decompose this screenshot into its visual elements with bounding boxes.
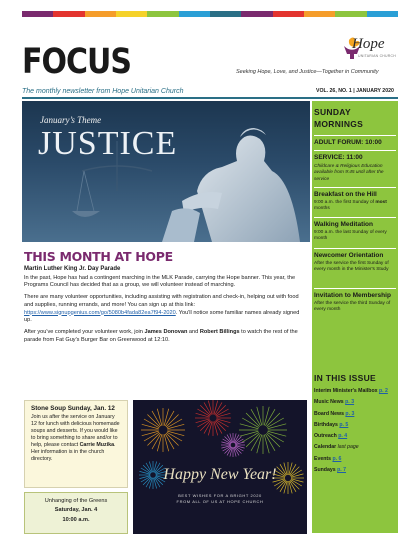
strip-segment — [367, 11, 398, 17]
adult-forum — [314, 139, 396, 146]
service-time: SERVICE: 11:00 — [314, 154, 363, 161]
toc-page-link[interactable]: p. 4 — [338, 433, 348, 440]
toc-page-link[interactable]: p. 2 — [378, 388, 388, 394]
in-this-issue-title: IN THIS ISSUE — [314, 373, 376, 383]
greens-date: Saturday, Jan. 4 — [54, 507, 98, 513]
toc-label: Outreach — [314, 433, 339, 440]
toc-label: Music News — [314, 399, 346, 406]
sidebar-divider — [314, 135, 396, 136]
newcomer-title: Newcomer Orientation — [314, 252, 384, 259]
signup-link[interactable]: https://www.signupgenius.com/go/5080b4fada82ea7f94-2020 — [24, 309, 176, 316]
p3-text-b: and — [187, 328, 200, 335]
strip-segment — [241, 11, 272, 17]
new-year-line-2: FROM ALL OF US AT HOPE CHURCH — [176, 499, 264, 504]
hero-theme-label: January’s Theme — [40, 115, 102, 125]
breakfast-block — [314, 191, 396, 213]
p2-text-after: . You'll notice some familiar names already signed up. — [24, 309, 300, 324]
newcomer-block — [314, 252, 396, 274]
strip-segment — [210, 11, 241, 17]
breakfast-text-bold: most — [375, 200, 387, 205]
toc-item — [314, 456, 396, 462]
breakfast-text-b: months — [314, 206, 330, 212]
hero-theme-word: JUSTICE — [38, 125, 178, 162]
invitation-title: Invitation to Membership — [314, 292, 391, 299]
toc-item — [314, 411, 396, 417]
toc-item — [314, 388, 396, 394]
toc-page-link[interactable]: p. 6 — [332, 455, 342, 462]
toc-label: Calendar — [314, 444, 338, 451]
sunday-mornings-block — [314, 106, 396, 130]
toc-item — [314, 444, 396, 450]
article-paragraph-2 — [24, 294, 304, 325]
table-of-contents — [314, 388, 396, 473]
unhanging-greens-box — [24, 492, 128, 534]
strip-segment — [335, 11, 366, 17]
sunday-title-2: MORNINGS — [314, 119, 364, 129]
color-strip — [22, 11, 398, 17]
toc-item — [314, 422, 396, 428]
newsletter-subtitle: The monthly newsletter from Hope Unitarian Church — [22, 88, 184, 95]
adult-forum-text: ADULT FORUM: 10:00 — [314, 139, 382, 146]
header-rule — [22, 97, 398, 99]
toc-label: Sundays — [314, 467, 338, 474]
strip-segment — [179, 11, 210, 17]
sidebar-divider — [314, 248, 396, 249]
strip-segment — [22, 11, 53, 17]
mlk-parade-article — [24, 266, 304, 348]
new-year-image — [133, 400, 307, 534]
p2-text-before: There are many volunteer opportunities, including assisting with registration and check-in, helping out with food and supplies, running errands, and more! You can sign up at this link: — [24, 294, 299, 308]
walking-title: Walking Meditation — [314, 221, 373, 228]
soup-text-b: . Her information is in the church directory. — [31, 442, 116, 462]
toc-item — [314, 467, 396, 473]
p3-text-a: After you've completed your volunteer work, join — [24, 328, 145, 335]
toc-page-link[interactable]: last page — [337, 444, 359, 451]
newcomer-text: After the service the first Sunday of every month in the Minister's Study — [314, 261, 389, 273]
logo-subtext: UNITARIAN CHURCH — [358, 54, 396, 58]
new-year-title: Happy New Year! — [163, 466, 277, 483]
p3-name-1: James Donovan — [144, 328, 188, 335]
p3-text-c: to watch the rest of the parade from Fat Guy's Burger Bar on Greenwood at 12:10. — [24, 328, 298, 343]
walking-block — [314, 221, 396, 243]
toc-page-link[interactable]: p. 3 — [345, 399, 355, 406]
sidebar-divider — [314, 150, 396, 151]
masthead-title: FOCUS — [22, 42, 131, 83]
invitation-text: After the service the third Sunday of every month — [314, 301, 391, 313]
article-heading: Martin Luther King Jr. Day Parade — [24, 266, 121, 272]
stone-soup-text — [31, 414, 121, 463]
soup-text-a: Join us after the service on January 12 for lunch with delicious homemade soups and desserts. If you would like to bring something to share and/or to help, please contact — [31, 414, 120, 448]
strip-segment — [304, 11, 335, 17]
toc-label: Board News — [314, 410, 346, 417]
toc-item — [314, 433, 396, 439]
strip-segment — [116, 11, 147, 17]
toc-page-link[interactable]: p. 5 — [339, 421, 349, 428]
article-paragraph-3 — [24, 329, 304, 344]
stone-soup-box — [24, 400, 128, 488]
in-this-issue — [314, 372, 396, 478]
p3-name-2: Robert Billings — [199, 328, 240, 335]
strip-segment — [85, 11, 116, 17]
strip-segment — [53, 11, 84, 17]
sidebar-divider — [314, 288, 396, 289]
hero-justice-image — [22, 101, 310, 242]
logo-name: Hope — [352, 36, 385, 52]
toc-item — [314, 399, 396, 405]
toc-page-link[interactable]: p. 3 — [345, 410, 355, 417]
section-title: THIS MONTH AT HOPE — [24, 249, 173, 264]
toc-label: Birthdays — [314, 421, 340, 428]
breakfast-text — [314, 200, 396, 213]
walking-text: 9:00 a.m. the last Sunday of every month — [314, 230, 387, 242]
greens-title: Unhanging of the Greens — [44, 498, 108, 504]
sidebar-divider — [314, 187, 396, 188]
soup-contact: Carrie Muzika — [79, 442, 115, 448]
childcare-note: Childcare & Religious Education available from 9:45 until after the service — [314, 164, 384, 182]
volume-line: VOL. 26, NO. 1 | JANUARY 2020 — [316, 88, 394, 94]
invitation-block — [314, 292, 396, 314]
sidebar-divider — [314, 217, 396, 218]
breakfast-title: Breakfast on the Hill — [314, 191, 377, 198]
toc-label: Events — [314, 455, 333, 462]
toc-page-link[interactable]: p. 7 — [337, 467, 347, 474]
new-year-line-1: BEST WISHES FOR A BRIGHT 2020 — [178, 493, 262, 498]
sunday-title-1: SUNDAY — [314, 107, 351, 117]
strip-segment — [147, 11, 178, 17]
service-block — [314, 154, 396, 183]
tagline: Seeking Hope, Love, and Justice—Together in Community — [236, 69, 379, 75]
stone-soup-title: Stone Soup Sunday, Jan. 12 — [31, 405, 115, 412]
article-paragraph-1: In the past, Hope has had a contingent marching in the MLK Parade, carrying the Hope banner. This year, the Programs Council has decided that as a group, we will volunteer instead of marching. — [24, 274, 296, 289]
strip-segment — [273, 11, 304, 17]
breakfast-text-a: 9:00 a.m. the first Sunday of — [314, 200, 376, 205]
greens-time: 10:00 a.m. — [62, 517, 90, 523]
toc-label: Interim Minister's Mailbox — [314, 388, 379, 394]
